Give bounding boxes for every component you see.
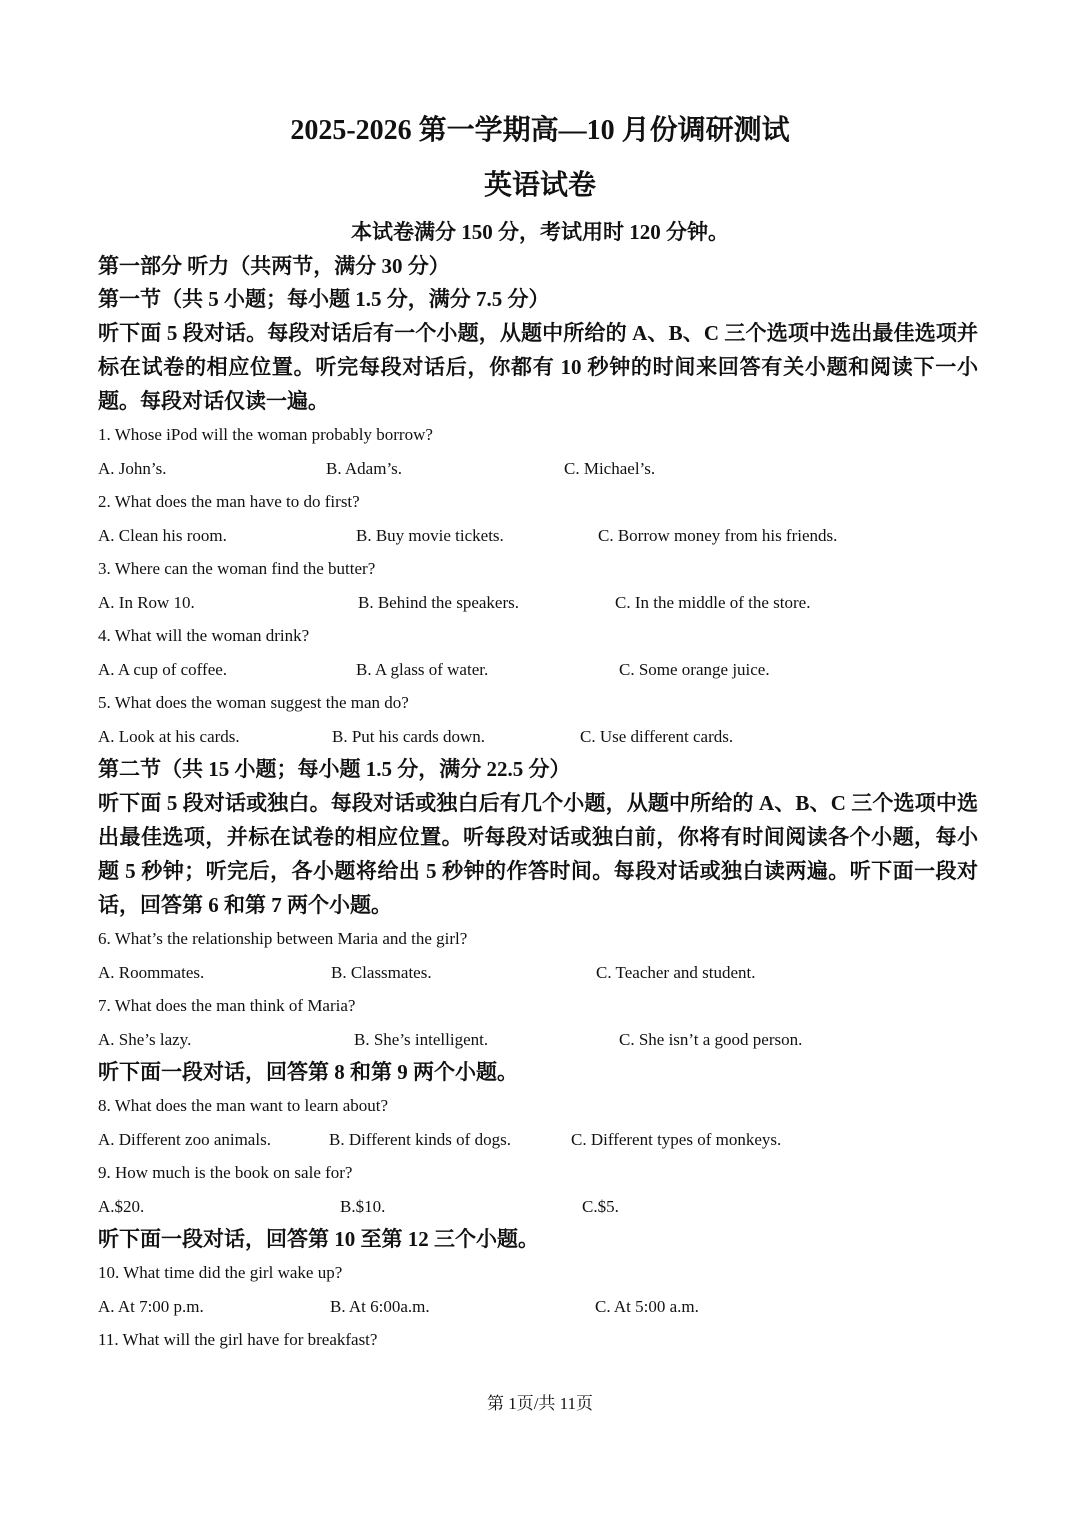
part-heading: 第一部分 听力（共两节，满分 30 分）: [98, 254, 450, 278]
question-text: 10. What time did the girl wake up?: [98, 1263, 343, 1282]
option-c: C.$5.: [582, 1196, 619, 1216]
question-text: 8. What does the man want to learn about?: [98, 1096, 389, 1115]
option-row: [98, 1290, 978, 1324]
option-c: C. She isn’t a good person.: [619, 1029, 803, 1049]
option-c: C. In the middle of the store.: [615, 592, 811, 612]
section-heading: 第二节（共 15 小题；每小题 1.5 分，满分 22.5 分）: [98, 757, 571, 781]
option-b: B. Put his cards down.: [332, 726, 485, 746]
option-a: A. A cup of coffee.: [98, 659, 228, 679]
option-row: [98, 519, 978, 553]
option-b: B. A glass of water.: [356, 659, 489, 679]
page-number: 第 1页/共 11页: [486, 1394, 594, 1413]
option-a: A. John’s.: [98, 458, 167, 478]
option-a: A. At 7:00 p.m.: [98, 1296, 204, 1316]
option-row: [98, 452, 978, 486]
option-a: A. She’s lazy.: [98, 1029, 192, 1049]
section-heading: 第一节（共 5 小题；每小题 1.5 分，满分 7.5 分）: [98, 287, 550, 311]
option-b: B. At 6:00a.m.: [330, 1296, 430, 1316]
option-b: B. She’s intelligent.: [354, 1029, 489, 1049]
option-c: C. Use different cards.: [580, 726, 734, 746]
option-c: C. Different types of monkeys.: [571, 1129, 782, 1149]
question-text: 1. Whose iPod will the woman probably borrow?: [98, 425, 433, 444]
option-c: C. At 5:00 a.m.: [595, 1296, 699, 1316]
question-text: 3. Where can the woman find the butter?: [98, 559, 376, 578]
option-b: B. Classmates.: [331, 962, 432, 982]
question-text: 6. What’s the relationship between Maria and the girl?: [98, 929, 468, 948]
question-text: 11. What will the girl have for breakfast?: [98, 1330, 378, 1349]
option-b: B. Behind the speakers.: [358, 592, 519, 612]
option-b: B. Different kinds of dogs.: [329, 1129, 511, 1149]
option-row: [98, 956, 978, 990]
option-row: [98, 1190, 978, 1224]
option-a: A. In Row 10.: [98, 592, 195, 612]
dialogue-subheading: 听下面一段对话，回答第 10 至第 12 三个小题。: [98, 1227, 539, 1251]
dialogue-subheading: 听下面一段对话，回答第 8 和第 9 两个小题。: [98, 1060, 518, 1084]
section-instruction: 听下面 5 段对话或独白。每段对话或独白后有几个小题，从题中所给的 A、B、C 三个选项中选出最佳选项，并标在试卷的相应位置。听每段对话或独白前，你将有时间阅读各个小题，每小题 5 秒钟；听完后，各小题将给出 5 秒钟的作答时间。每段对话或独白读两遍。听下面一段对话，回答第 6 和第 7 两个小题。: [98, 791, 978, 917]
option-a: A. Different zoo animals.: [98, 1129, 271, 1149]
section-instruction: 听下面 5 段对话。每段对话后有一个小题，从题中所给的 A、B、C 三个选项中选出最佳选项并标在试卷的相应位置。听完每段对话后，你都有 10 秒钟的时间来回答有关小题和阅读下一小题。每段对话仅读一遍。: [98, 321, 978, 413]
question-text: 5. What does the woman suggest the man do?: [98, 693, 409, 712]
option-row: [98, 720, 978, 754]
option-b: B.$10.: [340, 1196, 386, 1216]
question-text: 9. How much is the book on sale for?: [98, 1163, 353, 1182]
exam-info: 本试卷满分 150 分，考试用时 120 分钟。: [351, 220, 729, 244]
option-c: C. Borrow money from his friends.: [598, 525, 838, 545]
option-row: [98, 653, 978, 687]
option-a: A. Look at his cards.: [98, 726, 240, 746]
option-b: B. Buy movie tickets.: [356, 525, 504, 545]
question-text: 2. What does the man have to do first?: [98, 492, 360, 511]
option-row: [98, 1123, 978, 1157]
question-text: 7. What does the man think of Maria?: [98, 996, 356, 1015]
option-c: C. Some orange juice.: [619, 659, 770, 679]
option-b: B. Adam’s.: [326, 458, 403, 478]
option-c: C. Teacher and student.: [596, 962, 756, 982]
subject-title: 英语试卷: [483, 170, 596, 201]
exam-title: 2025-2026 第一学期高—10 月份调研测试: [290, 115, 790, 146]
option-c: C. Michael’s.: [564, 458, 656, 478]
option-a: A. Clean his room.: [98, 525, 227, 545]
option-row: [98, 1023, 978, 1057]
option-row: [98, 586, 978, 620]
option-a: A. Roommates.: [98, 962, 205, 982]
question-text: 4. What will the woman drink?: [98, 626, 310, 645]
exam-content: [98, 250, 978, 1357]
option-a: A.$20.: [98, 1196, 145, 1216]
